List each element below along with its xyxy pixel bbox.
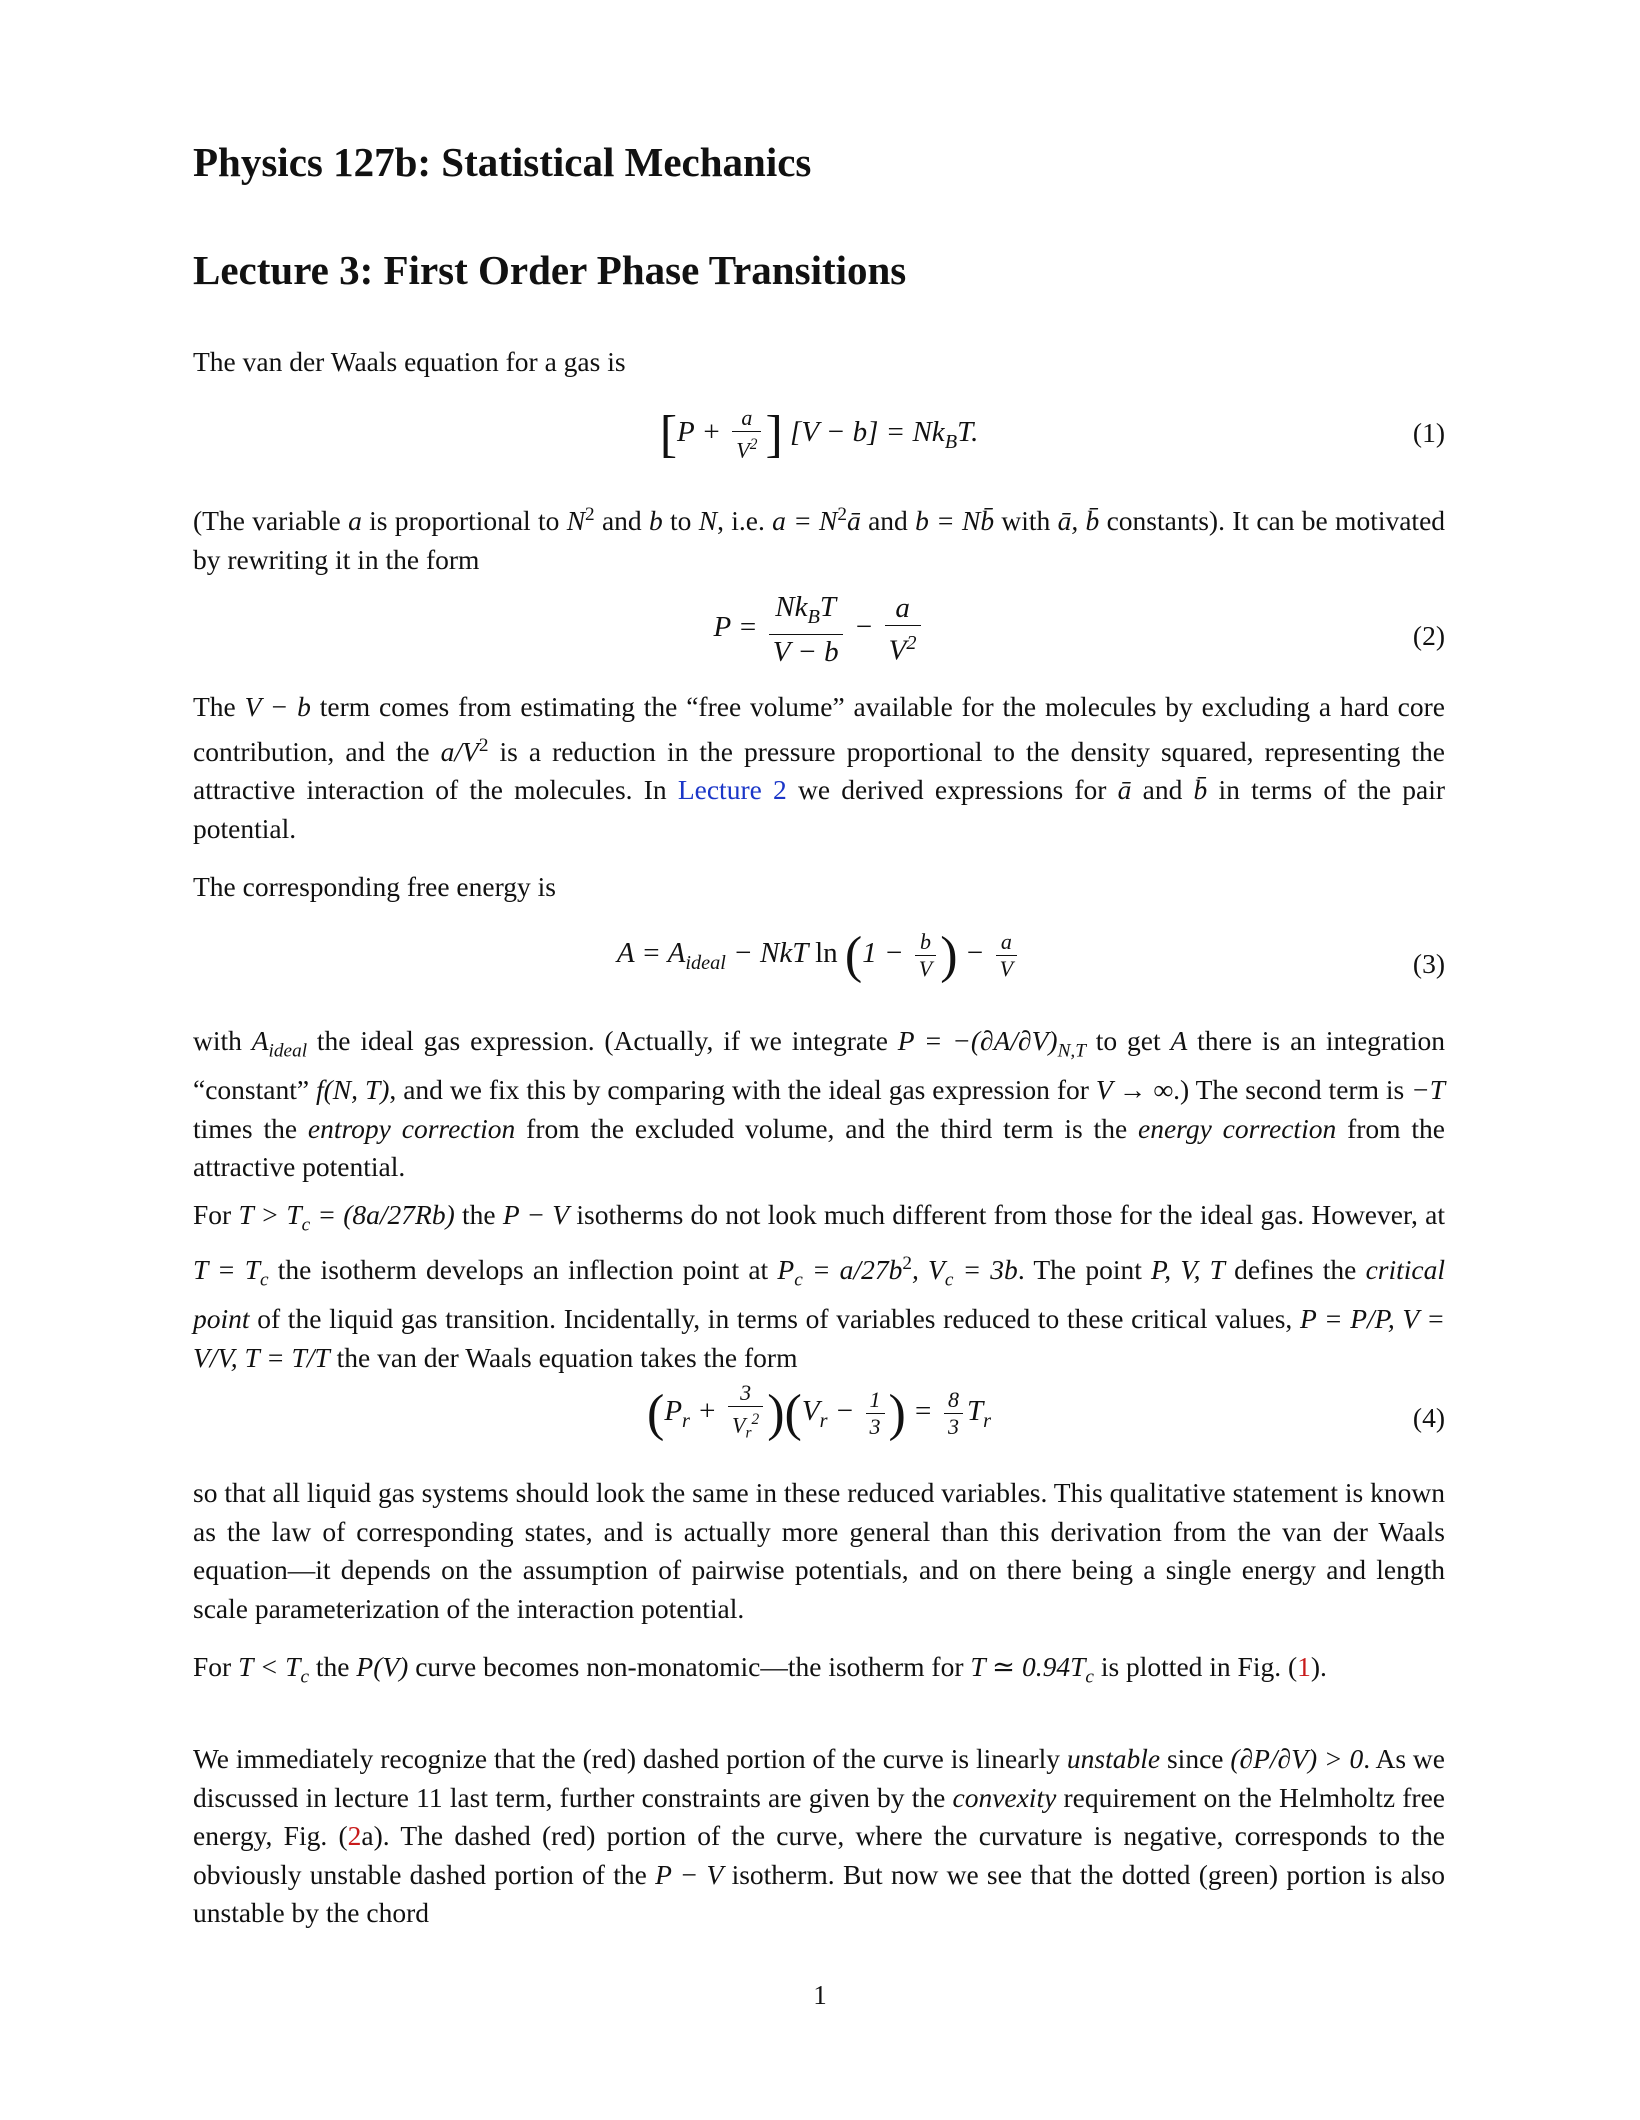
paragraph-8: For $T < T_c$ the P(V) curve becomes non-monatomic—the isotherm for T ≃ $0.94T_c$ is plotted in Fig. (1). xyxy=(193,1651,1327,1688)
equation-4: ($P_r$ + $\frac{3}{V_r^2}$ )($V_r$ − $\frac{1}{3}$ ) = $\frac{8}{3}$ $T_r$ (4) xyxy=(647,1380,1445,1442)
paragraph-3: The V − b term comes from estimating the “free volume” available for the molecules by excluding a hard core contribution, and the $a/V^2$ is a reduction in the pressure proportional to the density squared, representing the attractive interaction of the molecules. In Lecture 2 we derived expressions for ā and b̄ in terms of the pair potential. xyxy=(193,691,1446,844)
figure-2-ref[interactable]: 2 xyxy=(347,1820,362,1851)
paragraph-1: The van der Waals equation for a gas is xyxy=(193,346,626,377)
paragraph-7: so that all liquid gas systems should look the same in these reduced variables. This qualitative statement is known as the law of corresponding states, and is actually more general than this derivation from the van der Waals equation—it depends on the assumption of pairwise potentials, and on there being a single energy and length scale parameterization of the interaction potential. xyxy=(193,1477,1445,1624)
paragraph-4: The corresponding free energy is xyxy=(193,871,556,902)
lecture-2-link[interactable]: Lecture 2 xyxy=(677,774,787,806)
paragraph-9: We immediately recognize that the (red) dashed portion of the curve is linearly unstable since (∂P/∂V) > 0. As we discussed in lecture 11 last term, further constraints are given by the convexity requirement on the Helmholtz free energy, Fig. (2a). The dashed (red) portion of the curve, where the curvature is negative, corresponds to the obviously unstable dashed portion of the P − V isotherm. But now we see that the dotted (green) portion is also unstable by the chord xyxy=(193,1743,1445,1928)
page-number: 1 xyxy=(813,1980,827,2010)
figure-1-ref[interactable]: 1 xyxy=(1297,1651,1311,1682)
course-title: Physics 127b: Statistical Mechanics xyxy=(193,139,812,185)
lecture-title: Lecture 3: First Order Phase Transitions xyxy=(193,247,907,293)
paragraph-2: (The variable a is proportional to $N^2$ and b to N, i.e. $a = N^2ā$ and b = Nb̄ with ā, b̄ constants). It can be motivated by rewriting it in the form xyxy=(193,504,1446,575)
paragraph-5: with $A_{ideal}$ the ideal gas expression. (Actually, if we integrate $P = -(\partial A/\partial V)_{N,T}$ to get A there is an integration “constant” f(N, T), and we fix this by comparing with the ideal gas expression for V → ∞.) The second term is −T times the entropy correction from the excluded volume, and the third term is the energy correction from the attractive potential. xyxy=(193,1025,1446,1182)
equation-number-2: (2) xyxy=(1412,620,1445,651)
equation-number-1: (1) xyxy=(1412,417,1445,448)
equation-1: [P + $\frac{a}{V^2}$ ] $[V - b] = Nk_BT$. (1) xyxy=(659,405,1445,463)
equation-number-3: (3) xyxy=(1412,948,1445,979)
equation-3: $A = A_{ideal}$ − NkT ln (1 − $\frac{b}{V}$ ) − $\frac{a}{V}$ (3) xyxy=(616,927,1445,984)
paragraph-6: For $T > T_c = (8a/27Rb)$ the P − V isotherms do not look much different from those for the ideal gas. However, at $T = T_c$ the isotherm develops an inflection point at $P_c = a/27b^2$, $V_c = 3b$. The point P, V, T defines the critical point of the liquid gas transition. Incidentally, in terms of variables reduced to these critical values, P = P/P, V = V/V, T = T/T the van der Waals equation takes the form xyxy=(193,1199,1446,1373)
equation-number-4: (4) xyxy=(1412,1402,1445,1433)
equation-2: P = $\frac{Nk_BT}{V - b}$ − $\frac{a}{V^2}$ (2) xyxy=(713,591,1445,668)
